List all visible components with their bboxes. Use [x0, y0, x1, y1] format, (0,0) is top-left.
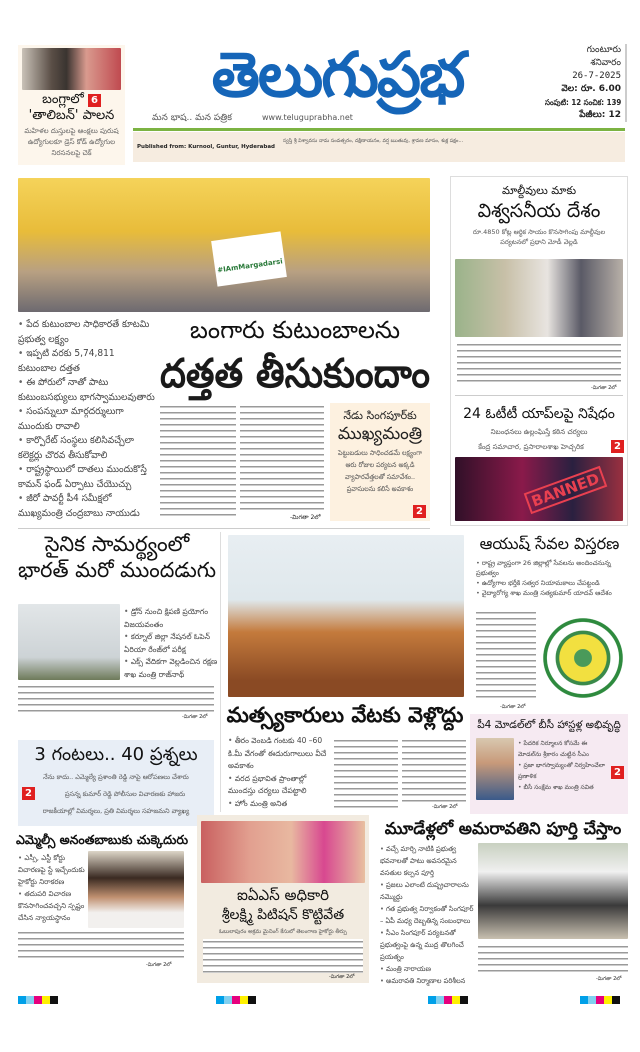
edition-price: వెల: రూ. 6.00: [561, 84, 621, 94]
mlc-bullet: • ఎస్సీ, ఎస్టీ కోర్టు విచారణపై స్టే ఇచ్చేందుకు హైకోర్టు నిరాకరణ: [18, 852, 86, 888]
ayush-bullet: • ఉద్యోగాల భర్తీకి సత్వర నియామకాలు చేపట్టండి: [476, 578, 626, 588]
p4-bullets: [518, 738, 610, 793]
singapore-kicker: నేడు సింగపూర్‌కు: [343, 409, 417, 422]
defence-headline-2[interactable]: భారత్ మరో ముందడుగు: [18, 558, 217, 582]
minister-photo: [476, 738, 514, 800]
lead-bullet: • జీరో పావర్టీ పీ4 సమీక్షలో ముఖ్యమంత్రి చంద్రబాబు నాయుడు: [18, 492, 156, 521]
amaravati-photo: [478, 843, 628, 939]
masthead-logo: తెలుగుప్రభ: [211, 38, 464, 111]
lead-bullet: • ఇప్పటి వరకు 5,74,811 కుటుంబాల దత్తత: [18, 347, 156, 376]
ott-banned-image: [455, 457, 623, 521]
divider: [18, 528, 430, 529]
teaser-sub: మహిళల దుస్తులపై ఆంక్షలు పురుష ఉద్యోగులకూ డ్రెస్ కోడ్ ఉద్యోగుల నిరసనలపై చెక్: [24, 127, 119, 157]
ayush-body: [476, 610, 536, 700]
questions-line1: నేను కాదు.. ఎమ్మెల్యే ప్రశాంతి రెడ్డి నాపై ఆరోపణలు చేశారు: [43, 773, 189, 781]
meeting-photo: [228, 535, 464, 697]
mlc-body: [18, 930, 184, 960]
ayush-more[interactable]: -మిగతా 2లో: [500, 704, 526, 710]
maldives-sub: రూ.4850 కోట్ల ఆర్థిక సాయం కొనసాగింపు మాల్దీవుల పర్యటనలో ప్రధాని మోడీ వెల్లడి: [472, 228, 606, 246]
questions-box[interactable]: [18, 740, 214, 826]
lead-headline[interactable]: దత్తత తీసుకుందాం: [160, 351, 431, 397]
lead-bullet: • సంపన్నులూ మార్గదర్శులుగా ముందుకు రావాలి: [18, 405, 156, 434]
ias-photo: [201, 821, 365, 883]
lead-kicker[interactable]: బంగారు కుటుంబాలను: [189, 316, 401, 344]
divider: [455, 395, 623, 396]
p4-bullet: • ప్రజా భాగస్వామ్యంతో నిర్వహించేలా ప్రణాళిక: [518, 760, 610, 782]
lead-bullet: • కార్పొరేట్ సంస్థలు కలిసివచ్చేలా కలెక్టర్లు చొరవ తీసుకోవాలి: [18, 434, 156, 463]
amaravati-bullets: [380, 843, 476, 987]
ias-box[interactable]: [197, 815, 369, 983]
mlc-more[interactable]: -మిగతా 2లో: [146, 962, 172, 968]
margadarsi-board: [211, 231, 287, 286]
board-label: #IAmMargadarsi: [216, 257, 284, 275]
amaravati-headline[interactable]: మూడేళ్లలో అమరావతిని పూర్తి చేస్తాం: [384, 819, 622, 838]
defence-body: [18, 684, 214, 712]
maldives-body: [457, 342, 621, 384]
ayush-bullets: [476, 558, 626, 598]
singapore-body: పెట్టుబడులు సాధించడమే లక్ష్యంగా ఆరు రోజుల పర్యటన అక్కడి వ్యాపారవేత్తలతో సమావేశం.. ప్రవాసులను కలిసే అవకాశం: [338, 449, 423, 493]
p4-box[interactable]: [470, 714, 628, 814]
page-badge: 2: [611, 440, 624, 453]
ias-more[interactable]: -మిగతా 2లో: [329, 974, 355, 980]
amaravati-bullet: • గత ప్రభుత్వ నిర్వాకంతో సింగపూర్ – ఏపీ మధ్య దెబ్బతిన్న సంబంధాలు: [380, 903, 476, 927]
ayush-bullet: • రాష్ట్ర వ్యాప్తంగా 26 జిల్లాల్లో సేవలను అందించనున్న ప్రభుత్వం: [476, 558, 626, 578]
divider: [220, 532, 221, 812]
ias-sub: ఓబులాపురం అక్రమ మైనింగ్ కేసులో తెలంగాణ హైకోర్టు తీర్పు: [219, 929, 347, 935]
ayush-headline[interactable]: ఆయుష్ సేవల విస్తరణ: [479, 534, 620, 553]
amaravati-bullet: • వచ్చే మార్చి నాటికి ప్రభుత్వ భవనాలతో పాటు అవసరమైన వసతుల కల్పన పూర్తి: [380, 843, 476, 879]
lead-more[interactable]: -మిగతా 2లో: [290, 514, 321, 521]
page-badge: 6: [88, 94, 101, 107]
page-badge: 2: [22, 787, 35, 800]
edition-date: 26-7-2025: [572, 71, 621, 81]
teaser-box[interactable]: [18, 45, 125, 165]
amaravati-more[interactable]: -మిగతా 2లో: [596, 976, 622, 982]
ayush-bullet: • వైద్యారోగ్య శాఖ మంత్రి సత్యకుమార్ యాదవ్ ఆదేశం: [476, 588, 626, 598]
maldives-photo: [455, 259, 623, 337]
amaravati-bullet: • ప్రజలు ఎలాంటి దుష్ప్రచారాలను నమ్మొద్దు: [380, 879, 476, 903]
mlc-headline[interactable]: ఎమ్మెల్సీ అనంతబాబుకు చుక్కెదురు: [16, 832, 189, 847]
amaravati-bullet: • అమరావతి నిర్మాణాల పరిశీలన: [380, 975, 476, 987]
edition-volume: సంపుటి: 12 సంచిక: 139: [545, 98, 622, 107]
defence-bullets: [124, 606, 218, 681]
teaser-headline-2: 'తాలిబన్' పాలన: [28, 108, 115, 123]
fishermen-body-col1: [334, 738, 398, 810]
mlc-photo: [88, 851, 184, 928]
lead-bullet: • రాష్ట్రస్థాయిలో దాతలు ముందుకొస్తే కామన్ ఫండ్ ఏర్పాటు చేయొచ్చు: [18, 463, 156, 492]
lead-bullet: • పేద కుటుంబాల సాధికారతే కూటమి ప్రభుత్వ లక్ష్యం: [18, 318, 156, 347]
published-strip: [133, 132, 625, 162]
ias-headline-1: ఐఏఎస్ అధికారి: [236, 886, 330, 904]
lead-body-col2: [240, 404, 324, 512]
banned-stamp: BANNED: [524, 466, 608, 514]
lead-bullet: • ఈ పోరులో నాతో పాటు కుటుంబసభ్యులు భాగస్వాములవుతారు: [18, 376, 156, 405]
fishermen-bullet: • హోం మంత్రి అనిత: [228, 798, 330, 811]
mlc-bullets: [18, 852, 86, 924]
questions-line2: ప్రసన్న కుమార్ రెడ్డి పోలీసుల విచారణకు హాజరు: [64, 790, 186, 798]
fishermen-bullets: [228, 735, 330, 810]
green-rule: [133, 128, 625, 131]
ott-headline[interactable]: 24 ఓటీటీ యాప్‌లపై నిషేధం: [463, 406, 615, 422]
page-badge: 2: [611, 766, 624, 779]
defence-headline-1[interactable]: సైనిక సామర్థ్యంలో: [44, 532, 190, 556]
amaravati-bullet: • మంత్రి నారాయణ: [380, 963, 476, 975]
website-link[interactable]: www.teluguprabha.net: [262, 113, 353, 122]
defence-bullet: • కర్నూల్ జిల్లా నేషనల్ ఓపెన్ ఏరియా రేంజ్‌లో పరీక్ష: [124, 631, 218, 656]
defence-bullet: • డ్రోన్ నుంచి క్షిపణి ప్రయోగం విజయవంతం: [124, 606, 218, 631]
registration-marks: [18, 996, 58, 1004]
defence-bullet: • ఎక్స్ వేదికగా వెల్లడించిన రక్షణ శాఖ మంత్రి రాజ్‌నాథ్: [124, 656, 218, 681]
lead-bullets: [18, 318, 156, 521]
edition-pages: పేజీలు: 12: [579, 110, 621, 120]
fishermen-bullet: • వరద ప్రభావిత ప్రాంతాల్లో ముందస్తు చర్యలు చేపట్టాలి: [228, 773, 330, 798]
panchang: స్వస్తి శ్రీ విశ్వావసు నామ సంవత్సరం, దక్షిణాయనం, వర్ష ఋతువు, శ్రావణ మాసం, శుక్ల పక్షం...: [283, 138, 464, 144]
fishermen-headline[interactable]: మత్స్యకారులు వేటకు వెళ్లొద్దు: [226, 703, 464, 727]
maldives-more[interactable]: -మిగతా 2లో: [591, 385, 617, 391]
fishermen-body-col2: [402, 738, 466, 802]
ias-headline-2: శ్రీలక్ష్మి పిటిషన్ కొట్టివేత: [221, 907, 345, 923]
ap-emblem: [542, 612, 624, 704]
registration-marks: [216, 996, 256, 1004]
published-from: Published from: Kurnool, Guntur, Hyderabad: [137, 144, 275, 150]
fishermen-bullet: • తీరం వెంబడి గంటకు 40 –60 కి.మీ వేగంతో ఈదురుగాలులు వీచే అవకాశం: [228, 735, 330, 773]
questions-line3: రాజకీయాల్లో విమర్శలు, ప్రతి విమర్శలు సహజమని వ్యాఖ్య: [42, 807, 190, 815]
drone-photo: [18, 604, 120, 680]
p4-bullet: • పేదరిక నిర్మూలన కోసమే ఈ మోడల్‌ను శ్రీకారం చుట్టిన సీఎం: [518, 738, 610, 760]
defence-more[interactable]: -మిగతా 2లో: [182, 714, 208, 720]
maldives-box[interactable]: [450, 176, 628, 526]
tagline: మన భాష.. మన పత్రిక: [152, 113, 232, 123]
ott-sub2: కేంద్ర సమాచార, ప్రసారాలశాఖ హెచ్చరిక: [478, 443, 584, 451]
lead-photo: [18, 178, 430, 312]
edition-day: శనివారం: [590, 58, 621, 68]
teaser-photo: [22, 48, 121, 90]
amaravati-body: [478, 944, 628, 974]
edition-city: గుంటూరు: [586, 45, 621, 55]
maldives-kicker: మాల్దీవులు మాకు: [501, 184, 577, 197]
maldives-headline: విశ్వసనీయ దేశం: [477, 200, 601, 222]
p4-headline: పీ4 మోడల్‌లో బీసీ హాస్టళ్ల అభివృద్ధి: [477, 719, 621, 731]
page-badge: 2: [413, 505, 426, 518]
singapore-box[interactable]: [330, 403, 430, 521]
ott-sub1: నిబంధనలు ఉల్లంఘిస్తే కఠిన చర్యలు: [490, 428, 588, 436]
mlc-bullet: • తదుపరి విచారణ కొనసాగించవచ్చని స్పష్టం చేసిన న్యాయస్థానం: [18, 888, 86, 924]
singapore-headline: ముఖ్యమంత్రి: [337, 424, 423, 444]
p4-bullet: • బీసీ సంక్షేమ శాఖ మంత్రి సవిత: [518, 782, 610, 793]
amaravati-bullet: • సీఎం సింగపూర్ పర్యటనతో ప్రభుత్వంపై ఉన్న ముద్ర తొలగించే ప్రయత్నం: [380, 927, 476, 963]
lead-body-col1: [160, 404, 236, 520]
registration-marks: [428, 996, 468, 1004]
teaser-headline-1: బంగ్లాలో: [42, 92, 84, 107]
ias-body: [203, 939, 363, 973]
fishermen-more[interactable]: -మిగతా 2లో: [432, 804, 458, 810]
questions-headline: 3 గంటలు.. 40 ప్రశ్నలు: [34, 744, 198, 765]
registration-marks: [580, 996, 620, 1004]
